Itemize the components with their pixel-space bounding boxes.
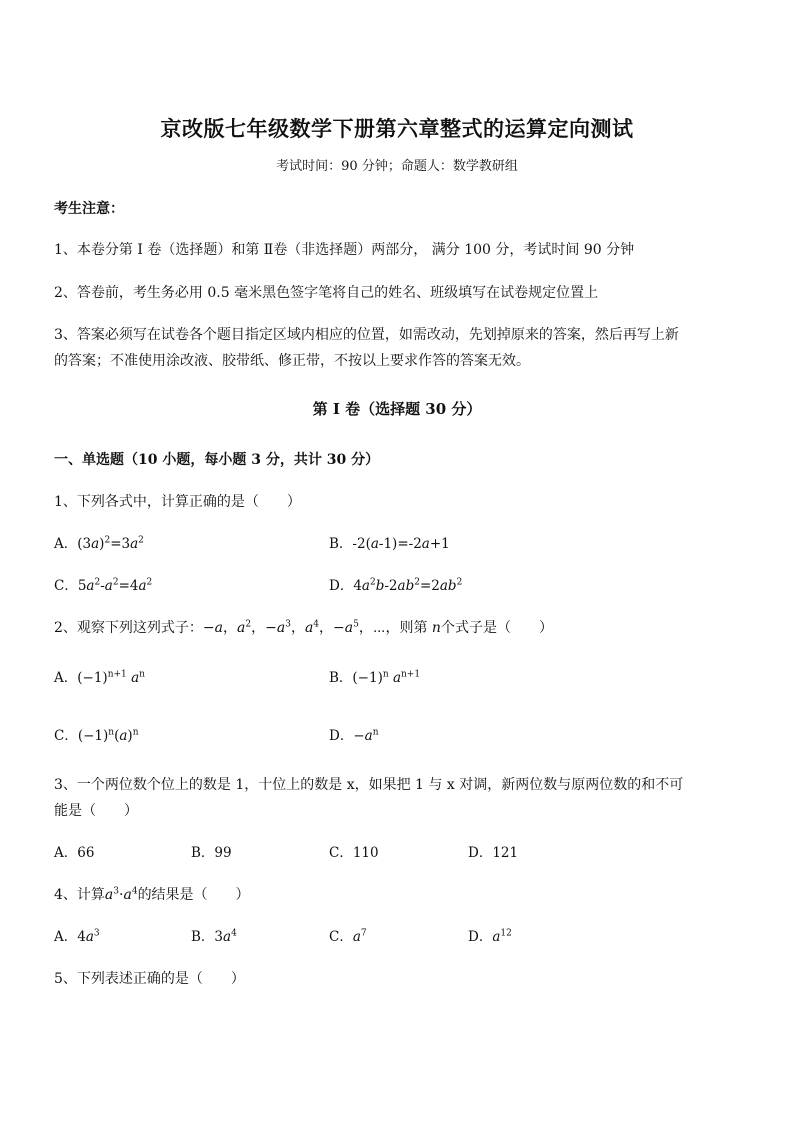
- notice-item-3: 3、答案必须写在试卷各个题目指定区域内相应的位置，如需改动，先划掉原来的答案，然后再写上新: [54, 327, 679, 343]
- q1-option-c: C．$5a^2-a^2=4a^2$: [54, 577, 153, 594]
- q4-stem-b: 的结果是（ ）: [137, 887, 250, 903]
- q3-option-d: D．121: [468, 845, 519, 861]
- q4-option-b: B．$3a^4$: [191, 928, 237, 945]
- q2-stem-a: 2、观察下列这列式子：: [54, 620, 203, 636]
- q2-option-b: B．$(-1)^n$ $a^{n+1}$: [329, 669, 421, 686]
- question-3-line-1: 3、一个两位数个位上的数是 1，十位上的数是 x，如果把 1 与 x 对调，新两位数与原两位数的和不可: [54, 777, 684, 793]
- question-3-line-2: 能是（ ）: [54, 803, 138, 819]
- section-heading: 一、单选题（10 小题，每小题 3 分，共计 30 分）: [54, 452, 380, 468]
- q1-option-b: B．-2(a-1)=-2a+1: [329, 536, 450, 552]
- q2-stem-c: 个式子是（ ）: [440, 620, 553, 636]
- q2-option-c: C．$(-1)^n(a)^n$: [54, 727, 139, 744]
- q4-stem-a: 4、计算: [54, 887, 105, 903]
- q1-option-a: A．$(3a)^2=3a^2$: [54, 535, 144, 552]
- q2-stem-b: ，则第: [385, 620, 428, 636]
- exam-info: 考试时间：90 分钟；命题人：数学教研组: [276, 159, 518, 174]
- q3-option-b: B．99: [191, 845, 232, 861]
- question-2-stem: 2、观察下列这列式子：−a，$a^2$，$-a^3$，$a^4$，$-a^5$，⋯，则第 n个式子是（ ）: [54, 619, 553, 636]
- part1-heading: 第 I 卷（选择题 30 分）: [312, 400, 482, 418]
- notice-item-2: 2、答卷前，考生务必用 0.5 毫米黑色签字笔将自己的姓名、班级填写在试卷规定位置上: [54, 285, 599, 301]
- q4-option-a: A．$4a^3$: [54, 928, 100, 945]
- q2-option-d: D．$-a^n$: [329, 727, 379, 744]
- notice-item-3-cont: 的答案；不准使用涂改液、胶带纸、修正带，不按以上要求作答的答案无效。: [54, 353, 530, 369]
- q2-option-a: A．$(-1)^{n+1}$ $a^n$: [54, 669, 145, 686]
- notice-item-1: 1、本卷分第 I 卷（选择题）和第 Ⅱ卷（非选择题）两部分， 满分 100 分，考试时间 90 分钟: [54, 242, 635, 258]
- q1-option-d: D．$4a^2b-2ab^2=2ab^2$: [329, 577, 463, 594]
- question-1-stem: 1、下列各式中，计算正确的是（ ）: [54, 494, 301, 510]
- page-title: 京改版七年级数学下册第六章整式的运算定向测试: [160, 116, 634, 141]
- question-4-stem: 4、计算$a^3\cdot a^4$的结果是（ ）: [54, 886, 250, 903]
- notice-heading: 考生注意：: [54, 201, 124, 217]
- q3-option-a: A．66: [54, 845, 95, 861]
- q4-option-c: C．$a^7$: [329, 928, 367, 945]
- q4-option-d: D．$a^{12}$: [468, 928, 512, 945]
- q3-option-c: C．110: [329, 845, 379, 861]
- question-5-stem: 5、下列表述正确的是（ ）: [54, 971, 245, 987]
